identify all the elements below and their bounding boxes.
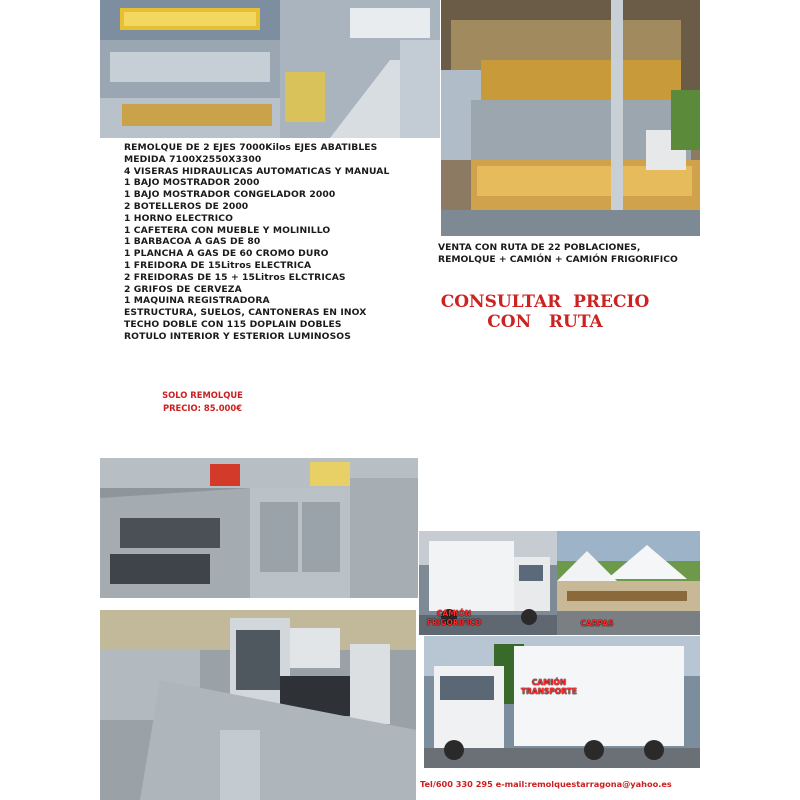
sale-line: VENTA CON RUTA DE 22 POBLACIONES, bbox=[438, 242, 641, 253]
truck-transport-label: CAMIÓN TRANSPORTE bbox=[521, 678, 577, 696]
spec-line: 4 VISERAS HIDRAULICAS AUTOMATICAS Y MANUAL bbox=[124, 165, 390, 177]
spec-line: 1 BAJO MOSTRADOR 2000 bbox=[124, 177, 260, 189]
fryer-station-photo bbox=[100, 458, 418, 598]
spec-line: 1 HORNO ELECTRICO bbox=[124, 212, 234, 224]
spec-line: REMOLQUE DE 2 EJES 7000Kilos EJES ABATIBLES bbox=[124, 142, 378, 153]
consult-price-heading bbox=[440, 292, 650, 332]
sale-description bbox=[438, 242, 738, 266]
spec-line: 1 BARBACOA A GAS DE 80 bbox=[124, 236, 261, 248]
truck-frigo-label: CAMIÓN FRIGORIFICO bbox=[426, 609, 482, 627]
price-value: PRECIO: 85.000€ bbox=[162, 403, 243, 413]
spec-line: 1 BAJO MOSTRADOR CONGELADOR 2000 bbox=[124, 189, 336, 201]
trailer-exterior-photo bbox=[441, 0, 700, 236]
spec-line: ESTRUCTURA, SUELOS, CANTONERAS EN INOX bbox=[124, 307, 367, 319]
spec-line: 1 MAQUINA REGISTRADORA bbox=[124, 295, 270, 307]
price-label: SOLO REMOLQUE bbox=[162, 390, 243, 400]
contact-info: Tel/600 330 295 e-mail:remolquestarragona@yahoo.es bbox=[420, 779, 672, 789]
tents-photo bbox=[557, 531, 700, 635]
oven-register-photo bbox=[100, 610, 416, 800]
spec-line: 2 FREIDORAS DE 15 + 15Litros ELCTRICAS bbox=[124, 271, 346, 283]
tents-label: CARPAS bbox=[580, 619, 614, 628]
consult-line: CONSULTAR PRECIO bbox=[440, 292, 650, 312]
spec-line: 2 BOTELLEROS DE 2000 bbox=[124, 200, 249, 212]
trailer-counter-photo bbox=[100, 0, 440, 138]
spec-line: 2 GRIFOS DE CERVEZA bbox=[124, 283, 242, 295]
transport-truck-photo bbox=[424, 636, 700, 768]
spec-line: 1 CAFETERA CON MUEBLE Y MOLINILLO bbox=[124, 224, 331, 236]
sale-line: REMOLQUE + CAMIÓN + CAMIÓN FRIGORIFICO bbox=[438, 254, 678, 265]
specs-list bbox=[124, 142, 434, 343]
spec-line: 1 PLANCHA A GAS DE 60 CROMO DURO bbox=[124, 248, 329, 260]
spec-line: ROTULO INTERIOR Y ESTERIOR LUMINOSOS bbox=[124, 330, 351, 342]
spec-line: 1 FREIDORA DE 15Litros ELECTRICA bbox=[124, 259, 312, 271]
spec-line: TECHO DOBLE CON 115 DOPLAIN DOBLES bbox=[124, 318, 342, 330]
price-block bbox=[150, 389, 255, 415]
refrigerated-truck-photo bbox=[419, 531, 557, 635]
spec-line: MEDIDA 7100X2550X3300 bbox=[124, 153, 262, 165]
consult-line: CON RUTA bbox=[487, 312, 603, 332]
